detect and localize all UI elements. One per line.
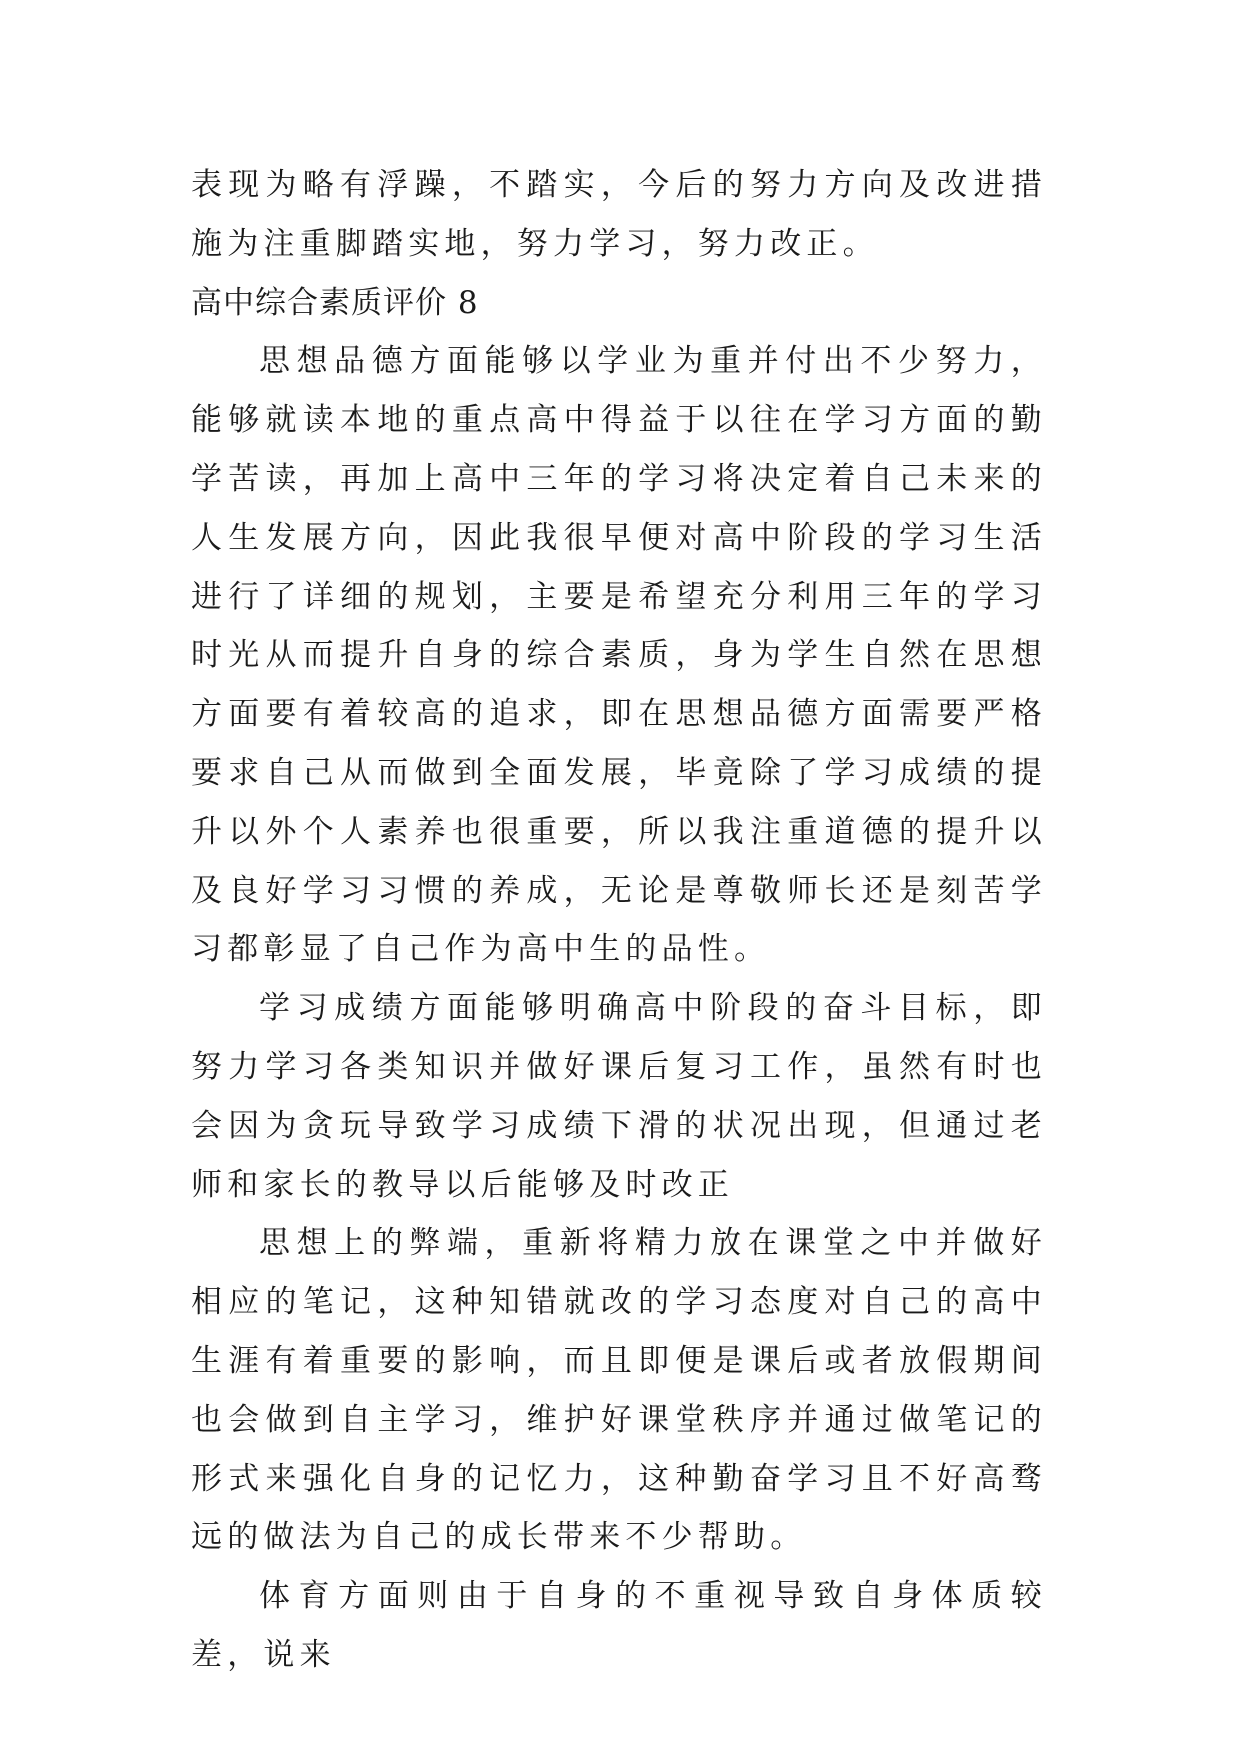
section-heading: 高中综合素质评价 8 — [191, 284, 479, 321]
paragraph-continuation: 表现为略有浮躁，不踏实，今后的努力方向及改进措施为注重脚踏实地，努力学习，努力改正。 — [191, 167, 1047, 262]
paragraph-study-habits: 思想上的弊端，重新将精力放在课堂之中并做好相应的笔记，这种知错就改的学习态度对自己的高中生涯有着重要的影响，而且即便是课后或者放假期间也会做到自主学习，维护好课堂秩序并通过做笔记的形式来强化自身的记忆力，这种勤奋学习且不好高骛远的做法为自己的成长带来不少帮助。 — [191, 1225, 1047, 1556]
paragraph-moral: 思想品德方面能够以学业为重并付出不少努力，能够就读本地的重点高中得益于以往在学习方面的勤学苦读，再加上高中三年的学习将决定着自己未来的人生发展方向，因此我很早便对高中阶段的学习生活进行了详细的规划，主要是希望充分利用三年的学习时光从而提升自身的综合素质，身为学生自然在思想方面要有着较高的追求，即在思想品德方面需要严格要求自己从而做到全面发展，毕竟除了学习成绩的提升以外个人素养也很重要，所以我注重道德的提升以及良好学习习惯的养成，无论是尊敬师长还是刻苦学习都彰显了自己作为高中生的品性。 — [191, 343, 1047, 968]
paragraph-sports: 体育方面则由于自身的不重视导致自身体质较差，说来 — [191, 1578, 1047, 1673]
document-body — [191, 156, 1047, 1685]
paragraph-academic: 学习成绩方面能够明确高中阶段的奋斗目标，即努力学习各类知识并做好课后复习工作，虽然有时也会因为贪玩导致学习成绩下滑的状况出现，但通过老师和家长的教导以后能够及时改正 — [191, 990, 1047, 1203]
